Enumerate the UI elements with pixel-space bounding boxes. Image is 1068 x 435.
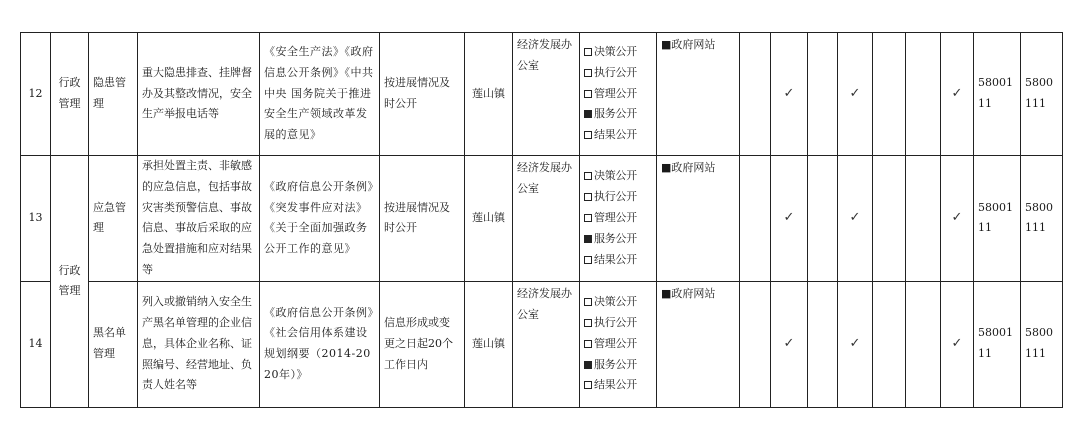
check-cell — [740, 281, 771, 407]
unchecked-box-icon — [584, 131, 592, 139]
check-cell — [771, 281, 808, 407]
unchecked-box-icon — [584, 90, 592, 98]
channel-cell — [657, 156, 740, 282]
subject-cell — [465, 281, 513, 407]
channel-cell-text: ■政府网站 — [661, 38, 716, 51]
unchecked-box-icon — [584, 214, 592, 222]
item-cell-text: 黑名单管理 — [93, 326, 126, 361]
table-row — [21, 156, 1063, 282]
code-cell-1 — [974, 281, 1021, 407]
code-cell-1-text: 5800111 — [978, 326, 1013, 361]
content-cell — [138, 156, 260, 282]
time-limit-cell-text: 按进展情况及时公开 — [384, 76, 450, 110]
disclosure-option — [584, 375, 652, 396]
disclosure-option — [584, 208, 652, 229]
disclosure-option — [584, 125, 652, 146]
office-cell-text: 经济发展办公室 — [517, 38, 572, 72]
disclosure-option-label: 决策公开 — [594, 169, 637, 183]
subject-cell — [465, 156, 513, 282]
time-limit-cell — [380, 33, 465, 156]
check-cell — [771, 156, 808, 282]
content-cell — [138, 281, 260, 407]
disclosure-option-label: 结果公开 — [594, 252, 637, 266]
unchecked-box-icon — [584, 340, 592, 348]
unchecked-box-icon — [584, 319, 592, 327]
checked-box-icon — [584, 235, 592, 243]
check-cell — [808, 281, 838, 407]
code-cell-2-text: 5800111 — [1025, 76, 1053, 110]
table-row — [21, 33, 1063, 156]
check-mark-icon: ✓ — [849, 209, 861, 225]
item-cell-text: 应急管理 — [93, 200, 126, 235]
disclosure-option-label: 管理公开 — [594, 86, 637, 100]
check-cell — [873, 33, 906, 156]
time-limit-cell — [380, 156, 465, 282]
disclosure-option — [584, 42, 652, 63]
unchecked-box-icon — [584, 381, 592, 389]
basis-cell — [260, 156, 380, 282]
check-cell — [771, 33, 808, 156]
check-mark-icon: ✓ — [849, 85, 861, 101]
check-cell — [906, 281, 941, 407]
check-cell — [838, 281, 873, 407]
disclosure-option-label: 执行公开 — [594, 65, 637, 79]
disclosure-option — [584, 187, 652, 208]
item-cell — [89, 156, 138, 282]
row-number-text: 14 — [28, 336, 43, 350]
check-mark-icon: ✓ — [783, 209, 795, 225]
unchecked-box-icon — [584, 298, 592, 306]
code-cell-2 — [1021, 33, 1063, 156]
table-row — [21, 281, 1063, 407]
disclosure-option-label: 执行公开 — [594, 190, 637, 204]
content-cell-text: 重大隐患排查、挂牌督办及其整改情况，安全生产举报电话等 — [142, 65, 252, 121]
time-limit-cell — [380, 281, 465, 407]
check-mark-icon: ✓ — [783, 335, 795, 351]
subject-cell-text: 莲山镇 — [472, 336, 505, 350]
row-number — [21, 281, 51, 407]
check-mark-icon: ✓ — [951, 85, 963, 101]
disclosure-option — [584, 63, 652, 84]
disclosure-option-label: 服务公开 — [594, 107, 637, 121]
channel-cell — [657, 33, 740, 156]
content-cell-text: 承担处置主责、非敏感的应急信息，包括事故灾害类预警信息、事故信息、事故后采取的应急处置措施和应对结果等 — [142, 159, 252, 276]
time-limit-cell-text: 信息形成或变更之日起20个工作日内 — [384, 316, 453, 371]
checked-box-icon — [584, 110, 592, 118]
disclosure-option-label: 管理公开 — [594, 210, 637, 224]
row-number-text: 12 — [28, 86, 43, 100]
content-cell-text: 列入或撤销纳入安全生产黑名单管理的企业信息，具体企业名称、证照编号、经营地址、负责人姓名等 — [142, 295, 252, 392]
check-cell — [906, 33, 941, 156]
check-cell — [873, 281, 906, 407]
code-cell-2 — [1021, 281, 1063, 407]
check-cell — [941, 156, 974, 282]
check-cell — [740, 156, 771, 282]
channel-cell — [657, 281, 740, 407]
unchecked-box-icon — [584, 69, 592, 77]
office-cell — [513, 281, 580, 407]
subject-cell — [465, 33, 513, 156]
row-number — [21, 156, 51, 282]
channel-cell-text: ■政府网站 — [661, 161, 716, 174]
disclosure-option — [584, 334, 652, 355]
unchecked-box-icon — [584, 256, 592, 264]
code-cell-1-text: 5800111 — [978, 76, 1013, 110]
check-cell — [941, 281, 974, 407]
content-cell — [138, 33, 260, 156]
check-cell — [941, 33, 974, 156]
disclosure-type-cell — [580, 33, 657, 156]
office-cell — [513, 156, 580, 282]
unchecked-box-icon — [584, 48, 592, 56]
disclosure-option — [584, 250, 652, 271]
office-cell-text: 经济发展办公室 — [517, 286, 572, 321]
time-limit-cell-text: 按进展情况及时公开 — [384, 200, 450, 235]
row-number — [21, 33, 51, 156]
check-mark-icon: ✓ — [849, 335, 861, 351]
basis-cell-text: 《政府信息公开条例》《突发事件应对法》《关于全面加强政务公开工作的意见》 — [264, 179, 374, 256]
check-cell — [740, 33, 771, 156]
check-cell — [873, 156, 906, 282]
code-cell-2-text: 5800111 — [1025, 326, 1053, 361]
basis-cell-text: 《安全生产法》《政府信息公开条例》《中共中央 国务院关于推进安全生产领域改革发展的意见》 — [264, 45, 374, 142]
code-cell-1-text: 5800111 — [978, 200, 1013, 235]
check-cell — [906, 156, 941, 282]
channel-cell-text: ■政府网站 — [661, 286, 716, 300]
disclosure-option-label: 结果公开 — [594, 378, 637, 392]
disclosure-option — [584, 292, 652, 313]
code-cell-1 — [974, 156, 1021, 282]
disclosure-option-label: 服务公开 — [594, 357, 637, 371]
category-cell — [51, 33, 89, 156]
disclosure-option-label: 结果公开 — [594, 128, 637, 142]
disclosure-option-label: 执行公开 — [594, 316, 637, 330]
check-cell — [838, 33, 873, 156]
check-mark-icon: ✓ — [951, 209, 963, 225]
basis-cell-text: 《政府信息公开条例》《社会信用体系建设规划纲要（2014-2020年）》 — [264, 305, 374, 382]
disclosure-option — [584, 104, 652, 125]
item-cell — [89, 33, 138, 156]
disclosure-option-label: 服务公开 — [594, 231, 637, 245]
item-cell-text: 隐患管理 — [93, 76, 126, 110]
unchecked-box-icon — [584, 172, 592, 180]
category-cell-merged — [51, 156, 89, 408]
item-cell — [89, 281, 138, 407]
disclosure-option-label: 决策公开 — [594, 295, 637, 309]
check-mark-icon: ✓ — [951, 335, 963, 351]
code-cell-2-text: 5800111 — [1025, 200, 1053, 235]
checked-box-icon — [584, 361, 592, 369]
check-mark-icon: ✓ — [783, 85, 795, 101]
disclosure-option — [584, 355, 652, 376]
row-number-text: 13 — [28, 210, 43, 224]
unchecked-box-icon — [584, 193, 592, 201]
disclosure-table — [20, 32, 1063, 408]
disclosure-option-label: 决策公开 — [594, 45, 637, 58]
code-cell-2 — [1021, 156, 1063, 282]
office-cell — [513, 33, 580, 156]
category-cell-merged-text: 行政管理 — [58, 263, 81, 298]
check-cell — [838, 156, 873, 282]
office-cell-text: 经济发展办公室 — [517, 161, 572, 195]
basis-cell — [260, 281, 380, 407]
disclosure-type-cell — [580, 156, 657, 282]
check-cell — [808, 156, 838, 282]
subject-cell-text: 莲山镇 — [472, 86, 505, 100]
disclosure-option — [584, 84, 652, 105]
code-cell-1 — [974, 33, 1021, 156]
disclosure-type-cell — [580, 281, 657, 407]
subject-cell-text: 莲山镇 — [472, 210, 505, 224]
basis-cell — [260, 33, 380, 156]
check-cell — [808, 33, 838, 156]
category-cell-text: 行政管理 — [58, 76, 81, 110]
disclosure-option-label: 管理公开 — [594, 336, 637, 350]
disclosure-option — [584, 166, 652, 187]
disclosure-option — [584, 229, 652, 250]
disclosure-option — [584, 313, 652, 334]
